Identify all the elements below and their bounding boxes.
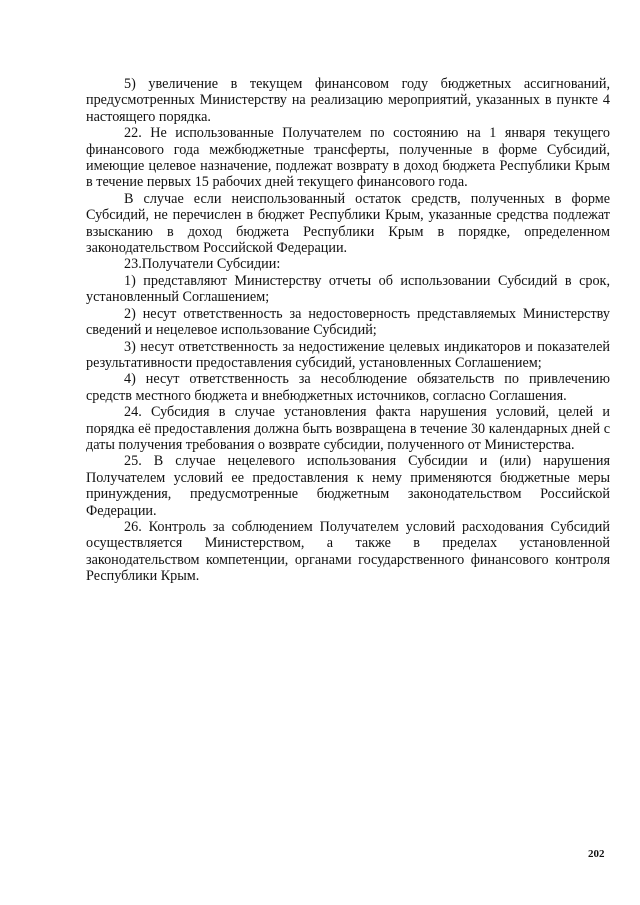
- paragraph-item-1: 1) представляют Министерству отчеты об использовании Субсидий в срок, установленный Соглашением;: [86, 272, 610, 306]
- paragraph-item-3: 3) несут ответственность за недостижение целевых индикаторов и показателей результативности предоставления субсидий, установленных Соглашением;: [86, 338, 610, 371]
- paragraph-item-5: 5) увеличение в текущем финансовом году бюджетных ассигнований, предусмотренных Министерству на реализацию мероприятий, указанных в пункте 4 настоящего порядка.: [86, 76, 610, 125]
- paragraph-section-24: 24. Субсидия в случае установления факта нарушения условий, целей и порядка её предоставления должна быть возвращена в течение 30 календарных дней с даты получения требования о возврате субсидии, полученного от Министерства.: [86, 404, 610, 453]
- paragraph-section-26: 26. Контроль за соблюдением Получателем условий расходования Субсидий осуществляется Министерством, а также в пределах установленной законодательством компетенции, органами государственного финансового контроля Республики Крым.: [86, 518, 610, 585]
- paragraph-item-4: 4) несут ответственность за несоблюдение обязательств по привлечению средств местного бюджета и внебюджетных источников, согласно Соглашения.: [86, 371, 610, 404]
- document-body: [86, 76, 610, 585]
- paragraph-section-22-remainder: В случае если неиспользованный остаток средств, полученных в форме Субсидий, не перечислен в бюджет Республики Крым, указанные средства подлежат взысканию в доход бюджета Республики Крым в порядке, определенном законодательством Российской Федерации.: [86, 190, 610, 257]
- page-number: 202: [588, 848, 605, 860]
- paragraph-section-25: 25. В случае нецелевого использования Субсидии и (или) нарушения Получателем условий ее предоставления к нему применяются бюджетные меры принуждения, предусмотренные бюджетным законодательством Российской Федерации.: [86, 453, 610, 519]
- paragraph-section-23-heading: 23.Получатели Субсидии:: [124, 256, 281, 273]
- paragraph-item-2: 2) несут ответственность за недостоверность представляемых Министерству сведений и нецелевое использование Субсидий;: [86, 305, 610, 339]
- paragraph-section-22: 22. Не использованные Получателем по состоянию на 1 января текущего финансового года межбюджетные трансферты, полученные в форме Субсидий, имеющие целевое назначение, подлежат возврату в доход бюджета Республики Крым в течение первых 15 рабочих дней текущего финансового года.: [86, 125, 610, 191]
